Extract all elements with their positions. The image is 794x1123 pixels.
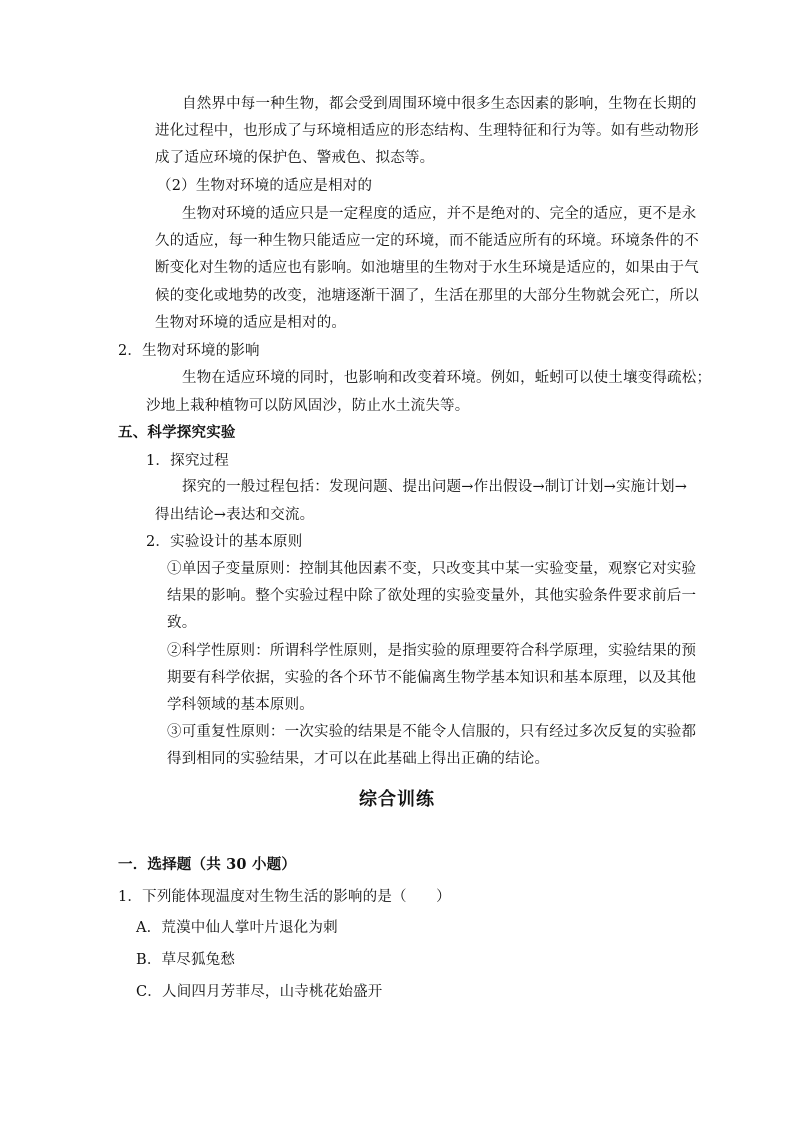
adaptation-paragraph-1-line-1: 自然界中每一种生物，都会受到周围环境中很多生态因素的影响，生物在长期的 xyxy=(182,96,697,112)
inquiry-paragraph-line-2: 得出结论→表达和交流。 xyxy=(155,507,315,523)
adaptation-paragraph-1-line-3: 成了适应环境的保护色、警戒色、拟态等。 xyxy=(155,150,435,166)
principle-2-line-1: ②科学性原则：所谓科学性原则，是指实验的原理要符合科学原理，实验结果的预 xyxy=(167,643,697,659)
principle-1-line-2: 结果的影响。整个实验过程中除了欲处理的实验变量外，其他实验条件要求前后一 xyxy=(167,588,697,604)
choice-part-heading: 一．选择题（共 30 小题） xyxy=(118,856,297,873)
question-1-option-c[interactable]: C．人间四月芳菲尽，山寺桃花始盛开 xyxy=(136,984,383,1000)
influence-paragraph-line-2: 沙地上栽种植物可以防风固沙，防止水土流失等。 xyxy=(146,398,470,414)
adaptation-paragraph-2-line-2: 久的适应，每一种生物只能适应一定的环境，而不能适应所有的环境。环境条件的不 xyxy=(155,233,699,249)
question-1-option-b[interactable]: B．草尽狐兔愁 xyxy=(136,952,236,968)
heading-inquiry-process: 1．探究过程 xyxy=(146,453,229,469)
adaptation-paragraph-1-line-2: 进化过程中，也形成了与环境相适应的形态结构、生理特征和行为等。如有些动物形 xyxy=(155,123,699,139)
adaptation-paragraph-2-line-3: 断变化对生物的适应也有影响。如池塘里的生物对于水生环境是适应的，如果由于气 xyxy=(155,260,699,276)
inquiry-paragraph-line-1: 探究的一般过程包括：发现问题、提出问题→作出假设→制订计划→实施计划→ xyxy=(182,479,688,495)
principle-2-line-3: 学科领域的基本原则。 xyxy=(167,697,314,713)
heading-design-principles: 2．实验设计的基本原则 xyxy=(146,534,303,550)
principle-3-line-1: ③可重复性原则：一次实验的结果是不能令人信服的，只有经过多次反复的实验都 xyxy=(167,724,697,740)
adaptation-paragraph-2-line-5: 生物对环境的适应是相对的。 xyxy=(155,315,347,331)
question-1-stem: 1．下列能体现温度对生物生活的影响的是（ ） xyxy=(118,889,451,905)
principle-2-line-2: 期要有科学依据，实验的各个环节不能偏离生物学基本知识和基本原理，以及其他 xyxy=(167,670,697,686)
training-title: 综合训练 xyxy=(359,789,435,810)
influence-paragraph-line-1: 生物在适应环境的同时，也影响和改变着环境。例如，蚯蚓可以使土壤变得疏松； xyxy=(182,370,712,386)
heading-organism-affects-environment: 2．生物对环境的影响 xyxy=(118,343,260,359)
adaptation-paragraph-2-line-1: 生物对环境的适应只是一定程度的适应，并不是绝对的、完全的适应，更不是永 xyxy=(182,206,697,222)
principle-1-line-3: 致。 xyxy=(167,615,197,631)
principle-3-line-2: 得到相同的实验结果，才可以在此基础上得出正确的结论。 xyxy=(167,751,550,767)
section-5-heading: 五、科学探究实验 xyxy=(118,424,236,441)
subheading-relative-adaptation: （2）生物对环境的适应是相对的 xyxy=(157,178,373,194)
adaptation-paragraph-2-line-4: 候的变化或地势的改变，池塘逐渐干涸了，生活在那里的大部分生物就会死亡，所以 xyxy=(155,288,699,304)
question-1-option-a[interactable]: A．荒漠中仙人掌叶片退化为刺 xyxy=(136,920,338,936)
principle-1-line-1: ①单因子变量原则：控制其他因素不变，只改变其中某一实验变量，观察它对实验 xyxy=(167,561,697,577)
